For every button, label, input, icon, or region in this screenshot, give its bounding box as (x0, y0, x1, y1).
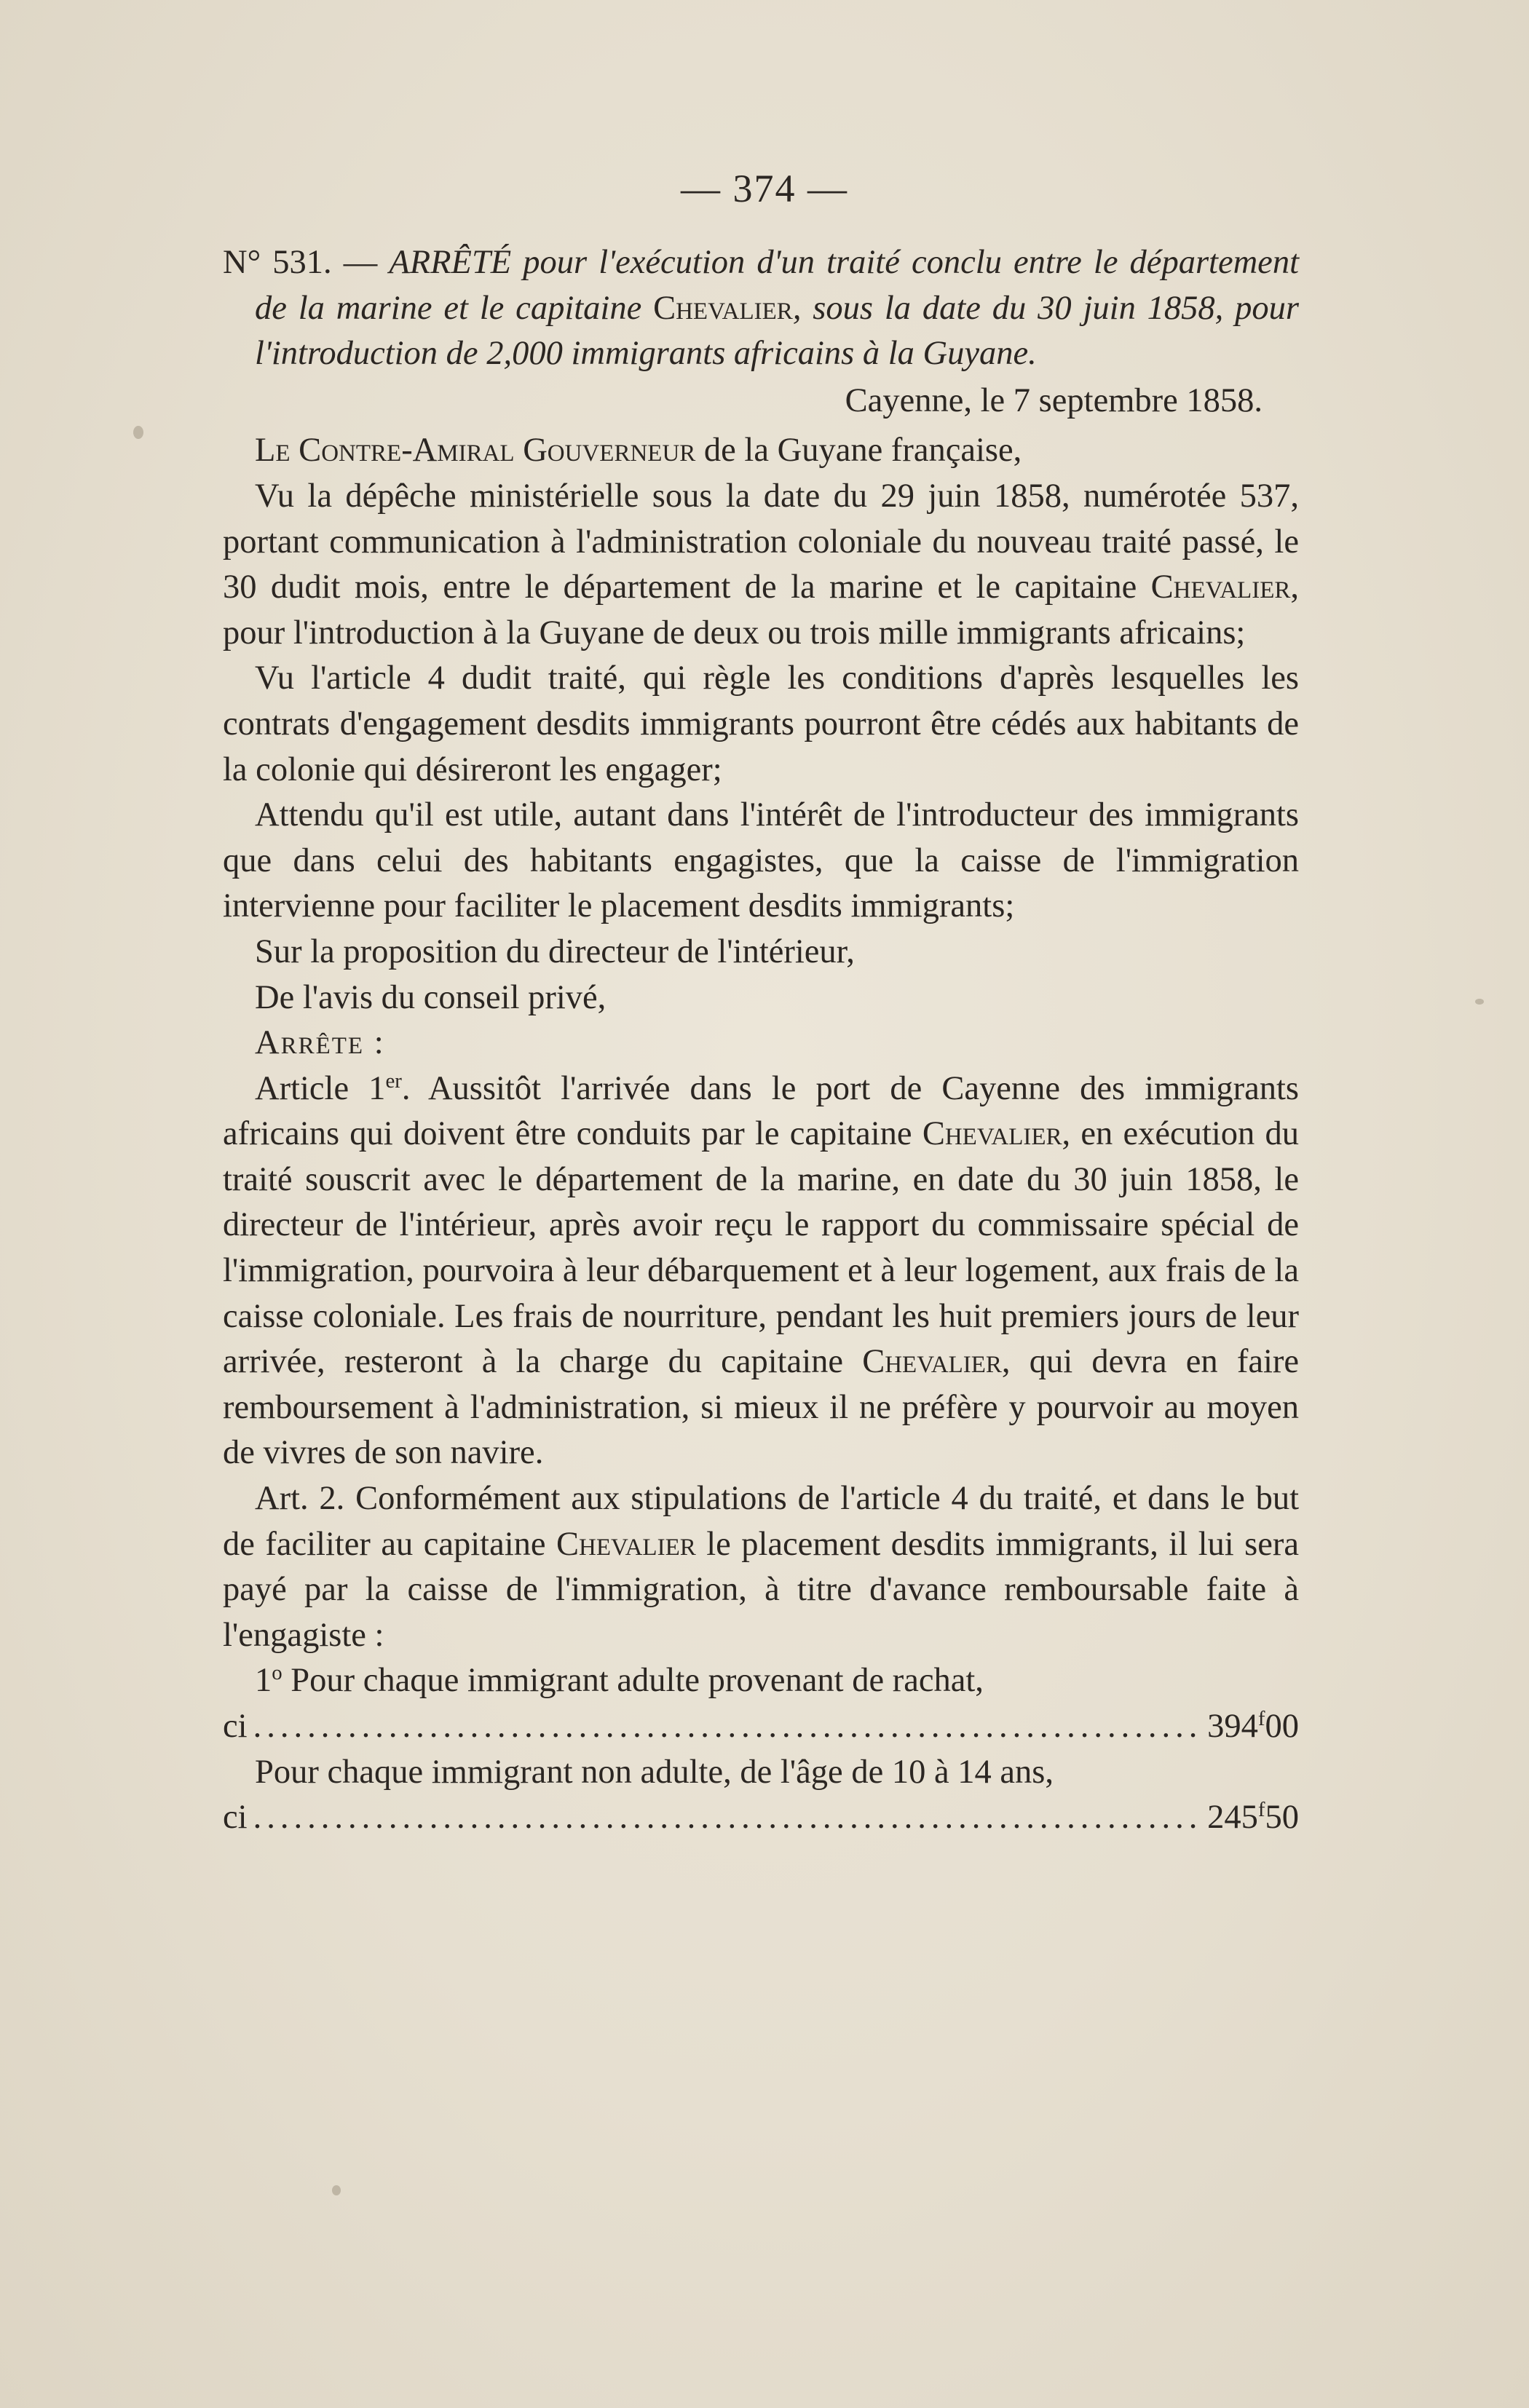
amount-francs-symbol: f (1257, 1798, 1265, 1822)
article-1-text-end: , qui devra en faire remboursement à l'administration, si mieux il ne préfère y pourvoir au moyen de vivres de son navire. (223, 1343, 1299, 1472)
considerant-text-continued: , pour l'introduction à la Guyane de deux ou trois mille immigrants africains; (223, 569, 1299, 651)
authority-rest: de la Guyane française, (695, 432, 1022, 470)
article-1-label-superscript: er (385, 1069, 402, 1093)
authority-title: Le Contre-Amiral Gouverneur (255, 432, 696, 470)
paper-speck (1475, 999, 1484, 1005)
paper-speck (133, 426, 143, 439)
payment-item-text: Pour chaque immigrant adulte provenant de rachat, (282, 1662, 984, 1700)
considerant-text: Vu la dépêche ministérielle sous la date du 29 juin 1858, numérotée 537, portant communication à l'administration coloniale du nouveau traité passé, le 30 dudit mois, entre le département de la marine et le capitaine (223, 477, 1299, 606)
captain-name: Chevalier (556, 1525, 696, 1563)
authority-line (223, 428, 1299, 474)
payment-item-number: 1 (255, 1662, 272, 1700)
dot-leader (253, 1795, 1202, 1841)
amount-centimes: 50 (1265, 1799, 1299, 1837)
article-2 (223, 1476, 1299, 1658)
considerant-article-4: Vu l'article 4 dudit traité, qui règle les conditions d'après lesquelles les contrats d'engagement desdits immigrants pourront être cédés aux habitants de la colonie qui désireront les engager; (223, 660, 1299, 788)
title-text: ARRÊTÉ pour l'exécution d'un traité conclu entre le département de la marine et le capitaine (255, 244, 1299, 327)
payment-amount (1207, 1704, 1299, 1750)
title-text-continued: , sous la date du 30 juin 1858, pour l'introduction de 2,000 immigrants africains à la Guyane. (255, 289, 1299, 373)
payment-item-number-superscript: o (272, 1661, 283, 1685)
article-2-text-continued: le placement desdits immigrants, il lui sera payé par la caisse de l'immigration, à titre d'avance remboursable faite à l'engagiste : (223, 1525, 1299, 1654)
arrete-heading: Arrête : (255, 1024, 385, 1062)
amount-francs: 245 (1207, 1799, 1258, 1837)
article-1-text-continued: , en exécution du traité souscrit avec le département de la marine, en date du 30 juin 1858, le directeur de l'intérieur, après avoir reçu le rapport du commissaire spécial de l'immigration, pourvoira à leur débarquement et à leur logement, aux frais de la caisse coloniale. Les frais de nourriture, pendant les huit premiers jours de leur arrivée, resteront à la charge du capitaine (223, 1115, 1300, 1381)
proposition-line: Sur la proposition du directeur de l'intérieur, (255, 932, 855, 970)
article-2-text: Art. 2. Conformément aux stipulations de l'article 4 du traité, et dans le but de faciliter au capitaine (223, 1480, 1299, 1563)
dot-leader (253, 1704, 1202, 1750)
page-number: — 374 — (681, 167, 848, 210)
paper-speck (332, 2185, 341, 2195)
ci-label: ci (223, 1708, 248, 1745)
payment-item-minor: Pour chaque immigrant non adulte, de l'âge de 10 à 14 ans, (255, 1753, 1054, 1791)
article-1-text: . Aussitôt l'arrivée dans le port de Cayenne des immigrants africains qui doivent être conduits par le capitaine (223, 1069, 1300, 1153)
document-title (223, 240, 1299, 377)
captain-name: Chevalier (653, 289, 793, 327)
payment-item-adult (223, 1658, 1299, 1704)
article-1-label: Article 1 (255, 1069, 386, 1107)
considerant-depeche (223, 474, 1299, 656)
payment-amount-row-adult (223, 1704, 1299, 1750)
avis-line: De l'avis du conseil privé, (255, 978, 607, 1016)
dateline: Cayenne, le 7 septembre 1858. (845, 381, 1263, 419)
captain-name: Chevalier (1150, 569, 1291, 606)
payment-amount (1207, 1795, 1299, 1841)
amount-centimes: 00 (1265, 1708, 1299, 1745)
document-number: N° 531. — (223, 244, 390, 281)
amount-francs: 394 (1207, 1708, 1258, 1745)
text-column (223, 240, 1299, 1841)
captain-name: Chevalier (922, 1115, 1062, 1153)
payment-amount-row-minor (223, 1795, 1299, 1841)
ci-label: ci (223, 1799, 248, 1837)
article-1 (223, 1066, 1299, 1476)
considerant-attendu: Attendu qu'il est utile, autant dans l'intérêt de l'introducteur des immigrants que dans celui des habitants engagistes, que la caisse de l'immigration intervienne pour faciliter le placement desdits immigrants; (223, 796, 1299, 925)
captain-name: Chevalier (862, 1343, 1002, 1381)
amount-francs-symbol: f (1257, 1707, 1265, 1731)
